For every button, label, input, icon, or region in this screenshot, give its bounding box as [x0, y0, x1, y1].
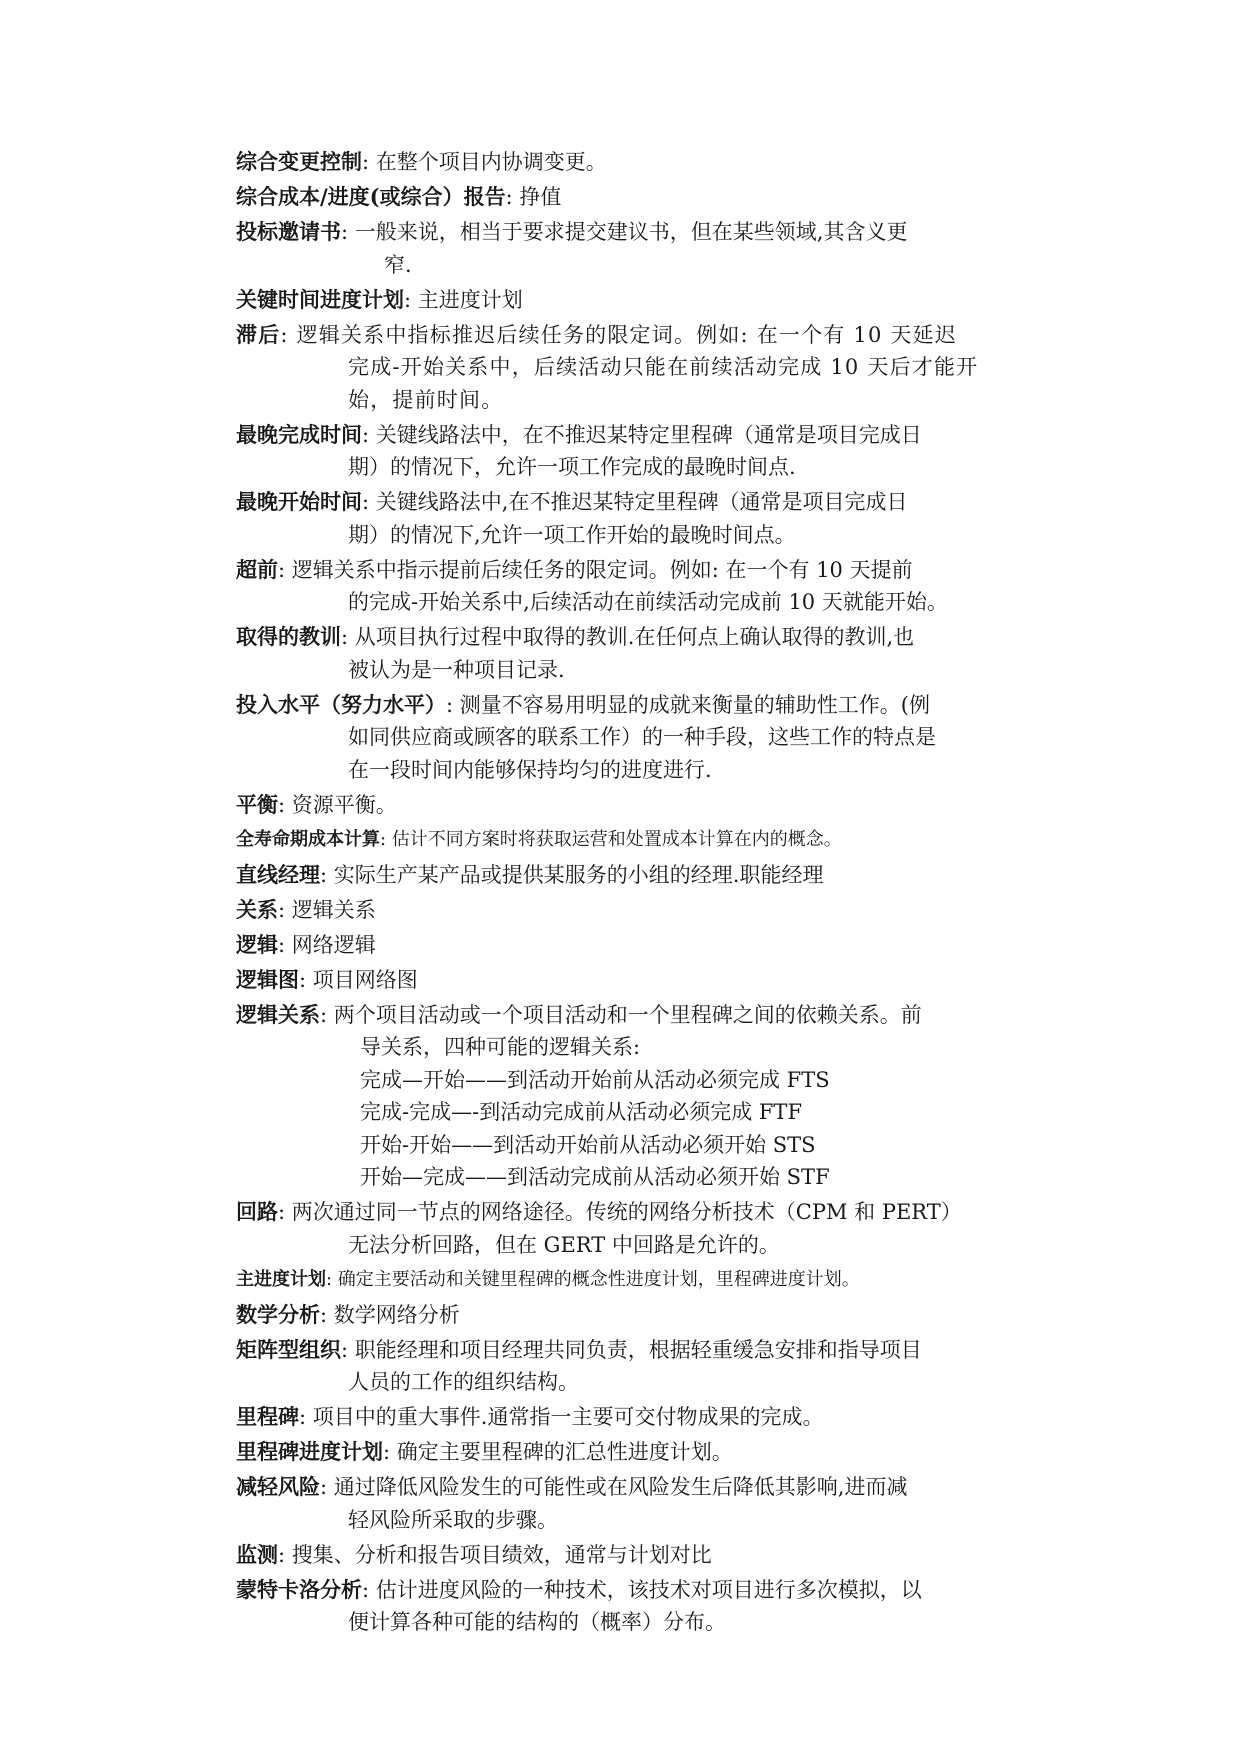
- glossary-term: 综合成本/进度(或综合）报告: [236, 184, 506, 209]
- glossary-definition: 主进度计划: [417, 287, 523, 312]
- glossary-entry: 最晚完成时间: 关键线路法中，在不推迟某特定里程碑（通常是项目完成日 期）的情况下，允许一项工作完成的最晚时间点.: [236, 419, 1046, 484]
- glossary-term: 投标邀请书: [236, 219, 341, 244]
- glossary-definition: 项目中的重大事件.通常指一主要可交付物成果的完成。: [312, 1405, 824, 1429]
- glossary-definition-continued: 期）的情况下,允许一项工作开始的最晚时间点。: [348, 522, 796, 547]
- glossary-term: 数学分析: [236, 1301, 320, 1327]
- glossary-term: 主进度计划: [236, 1268, 326, 1290]
- glossary-definition: 两个项目活动或一个项目活动和一个里程碑之间的依赖关系。前: [333, 1002, 922, 1027]
- glossary-definition: 关键线路法中，在不推迟某特定里程碑（通常是项目完成日: [375, 422, 922, 447]
- glossary-definition-continued: 无法分析回路，但在 GERT 中回路是允许的。: [348, 1232, 780, 1257]
- glossary-definition: 职能经理和项目经理共同负责，根据轻重缓急安排和指导项目: [354, 1337, 922, 1362]
- glossary-term: 直线经理: [236, 861, 320, 887]
- glossary-definition-continued: 始，提前时间。: [348, 387, 504, 412]
- glossary-entry: 减轻风险: 通过降低风险发生的可能性或在风险发生后降低其影响,进而减 轻风险所采取的步骤。: [236, 1471, 1046, 1536]
- glossary-term: 取得的教训: [236, 624, 341, 649]
- glossary-entry: 最晚开始时间: 关键线路法中,在不推迟某特定里程碑（通常是项目完成日 期）的情况下,允许一项工作开始的最晚时间点。: [236, 486, 1046, 551]
- glossary-definition: 资源平衡。: [291, 792, 397, 817]
- glossary-term: 矩阵型组织: [236, 1336, 341, 1362]
- glossary-entry: 综合成本/进度(或综合）报告: 挣值: [236, 184, 562, 209]
- glossary-entry: 里程碑: 项目中的重大事件.通常指一主要可交付物成果的完成。: [236, 1404, 824, 1429]
- glossary-entry: 蒙特卡洛分析: 估计进度风险的一种技术，该技术对项目进行多次模拟，以 便计算各种可能的结构的（概率）分布。: [236, 1574, 1046, 1639]
- glossary-definition: 从项目执行过程中取得的教训.在任何点上确认取得的教训,也: [354, 625, 915, 649]
- glossary-entry: 逻辑关系: 两个项目活动或一个项目活动和一个里程碑之间的依赖关系。前 导关系，四种可能的逻辑关系: 完成—开始——到活动开始前从活动必须完成 FTS 完成-完成—-到活动完成前从活动必须完成 FTF 开始-开始——到活动开始前从活动必须开始 STS 开始—完成——到活动完成前从活动必须开始 STF: [236, 999, 1046, 1194]
- glossary-term: 逻辑: [236, 931, 278, 957]
- glossary-entry: 主进度计划: 确定主要活动和关键里程碑的概念性进度计划，里程碑进度计划。: [236, 1268, 860, 1290]
- glossary-term: 综合变更控制: [236, 149, 362, 174]
- glossary-definition: 项目网络图: [312, 967, 418, 992]
- glossary-entry: 逻辑图: 项目网络图: [236, 966, 418, 992]
- glossary-page: [236, 146, 1046, 1641]
- glossary-entry: 关系: 逻辑关系: [236, 896, 376, 922]
- glossary-definition-continued: 被认为是一种项目记录.: [348, 657, 565, 682]
- relationship-type-sts: 开始-开始——到活动开始前从活动必须开始 STS: [360, 1132, 816, 1157]
- glossary-term: 逻辑图: [236, 966, 299, 992]
- glossary-entry: 逻辑: 网络逻辑: [236, 931, 376, 957]
- glossary-definition: 逻辑关系中指示提前后续任务的限定词。例如: 在一个有 10 天提前: [291, 557, 913, 582]
- glossary-definition: 估计不同方案时将获取运营和处置成本计算在内的概念。: [391, 828, 842, 850]
- glossary-definition-continued: 在一段时间内能够保持均匀的进度进行.: [348, 757, 712, 782]
- glossary-term: 蒙特卡洛分析: [236, 1576, 362, 1602]
- glossary-entry: 平衡: 资源平衡。: [236, 791, 397, 817]
- relationship-type-stf: 开始—完成——到活动完成前从活动必须开始 STF: [360, 1165, 830, 1189]
- glossary-entry: 全寿命期成本计算: 估计不同方案时将获取运营和处置成本计算在内的概念。: [236, 828, 842, 850]
- glossary-entry: 综合变更控制: 在整个项目内协调变更。: [236, 149, 607, 174]
- glossary-entry: 滞后: 逻辑关系中指标推迟后续任务的限定词。例如: 在一个有 10 天延迟 完成-开始关系中，后续活动只能在前续活动完成 10 天后才能开 始，提前时间。: [236, 319, 1046, 417]
- glossary-definition-continued: 导关系，四种可能的逻辑关系:: [360, 1035, 641, 1059]
- glossary-definition: 挣值: [519, 185, 562, 209]
- glossary-definition: 两次通过同一节点的网络途径。传统的网络分析技术（CPM 和 PERT）: [291, 1200, 962, 1224]
- glossary-definition-continued: 完成-开始关系中，后续活动只能在前续活动完成 10 天后才能开: [348, 355, 979, 379]
- relationship-type-fts: 完成—开始——到活动开始前从活动必须完成 FTS: [360, 1067, 830, 1092]
- glossary-definition: 确定主要里程碑的汇总性进度计划。: [396, 1440, 733, 1464]
- glossary-definition: 逻辑关系中指标推迟后续任务的限定词。例如: 在一个有 10 天延迟: [296, 322, 957, 347]
- glossary-term: 平衡: [236, 791, 278, 817]
- glossary-entry: 关键时间进度计划: 主进度计划: [236, 286, 523, 312]
- glossary-definition: 估计进度风险的一种技术，该技术对项目进行多次模拟，以: [375, 1577, 922, 1602]
- glossary-definition-continued: 期）的情况下，允许一项工作完成的最晚时间点.: [348, 455, 796, 479]
- glossary-definition-continued: 的完成-开始关系中,后续活动在前续活动完成前 10 天就能开始。: [348, 590, 948, 614]
- glossary-definition: 测量不容易用明显的成就来衡量的辅助性工作。(例: [459, 692, 930, 717]
- glossary-term: 减轻风险: [236, 1474, 320, 1499]
- glossary-entry: 里程碑进度计划: 确定主要里程碑的汇总性进度计划。: [236, 1439, 733, 1464]
- glossary-term: 最晚完成时间: [236, 421, 362, 447]
- glossary-definition-continued: 窄.: [384, 252, 412, 277]
- glossary-entry: 超前: 逻辑关系中指示提前后续任务的限定词。例如: 在一个有 10 天提前 的完成-开始关系中,后续活动在前续活动完成前 10 天就能开始。: [236, 554, 1046, 619]
- glossary-definition: 确定主要活动和关键里程碑的概念性进度计划，里程碑进度计划。: [337, 1268, 860, 1290]
- glossary-term: 关系: [236, 896, 278, 922]
- glossary-term: 投入水平（努力水平）: [236, 691, 446, 717]
- glossary-entry: 回路: 两次通过同一节点的网络途径。传统的网络分析技术（CPM 和 PERT） 无法分析回路，但在 GERT 中回路是允许的。: [236, 1196, 1046, 1261]
- glossary-term: 最晚开始时间: [236, 489, 362, 514]
- glossary-definition: 逻辑关系: [291, 897, 376, 922]
- glossary-definition: 通过降低风险发生的可能性或在风险发生后降低其影响,进而减: [333, 1475, 908, 1499]
- glossary-term: 回路: [236, 1199, 278, 1224]
- glossary-definition: 数学网络分析: [333, 1302, 460, 1327]
- glossary-term: 滞后: [236, 321, 281, 347]
- glossary-definition-continued: 如同供应商或顾客的联系工作）的一种手段，这些工作的特点是: [348, 725, 936, 749]
- glossary-definition-continued: 人员的工作的组织结构。: [348, 1370, 579, 1394]
- glossary-definition-continued: 轻风险所采取的步骤。: [348, 1507, 558, 1532]
- glossary-definition: 一般来说，相当于要求提交建议书，但在某些领域,其含义更: [354, 220, 908, 244]
- glossary-entry: 取得的教训: 从项目执行过程中取得的教训.在任何点上确认取得的教训,也 被认为是一种项目记录.: [236, 621, 1046, 686]
- glossary-term: 全寿命期成本计算: [236, 828, 380, 850]
- glossary-definition: 关键线路法中,在不推迟某特定里程碑（通常是项目完成日: [375, 490, 908, 514]
- glossary-entry: 数学分析: 数学网络分析: [236, 1301, 460, 1327]
- glossary-entry: 投入水平（努力水平）: 测量不容易用明显的成就来衡量的辅助性工作。(例 如同供应商或顾客的联系工作）的一种手段，这些工作的特点是 在一段时间内能够保持均匀的进度进行.: [236, 689, 1046, 787]
- glossary-entry: 直线经理: 实际生产某产品或提供某服务的小组的经理.职能经理: [236, 861, 824, 887]
- glossary-term: 里程碑: [236, 1404, 299, 1429]
- glossary-term: 关键时间进度计划: [236, 286, 404, 312]
- glossary-term: 逻辑关系: [236, 1001, 320, 1027]
- glossary-entry: 投标邀请书: 一般来说，相当于要求提交建议书，但在某些领域,其含义更 窄.: [236, 216, 1046, 281]
- glossary-term: 里程碑进度计划: [236, 1439, 383, 1464]
- glossary-definition-continued: 便计算各种可能的结构的（概率）分布。: [348, 1610, 726, 1634]
- relationship-type-ftf: 完成-完成—-到活动完成前从活动必须完成 FTF: [360, 1100, 803, 1124]
- glossary-entry: 监测: 搜集、分析和报告项目绩效，通常与计划对比: [236, 1541, 712, 1567]
- glossary-definition: 在整个项目内协调变更。: [375, 150, 607, 174]
- glossary-definition: 实际生产某产品或提供某服务的小组的经理.职能经理: [333, 862, 824, 887]
- glossary-term: 超前: [236, 556, 278, 582]
- glossary-entry: 矩阵型组织: 职能经理和项目经理共同负责，根据轻重缓急安排和指导项目 人员的工作的组织结构。: [236, 1334, 1046, 1399]
- glossary-definition: 网络逻辑: [291, 932, 376, 957]
- glossary-term: 监测: [236, 1541, 278, 1567]
- glossary-definition: 搜集、分析和报告项目绩效，通常与计划对比: [291, 1542, 712, 1567]
